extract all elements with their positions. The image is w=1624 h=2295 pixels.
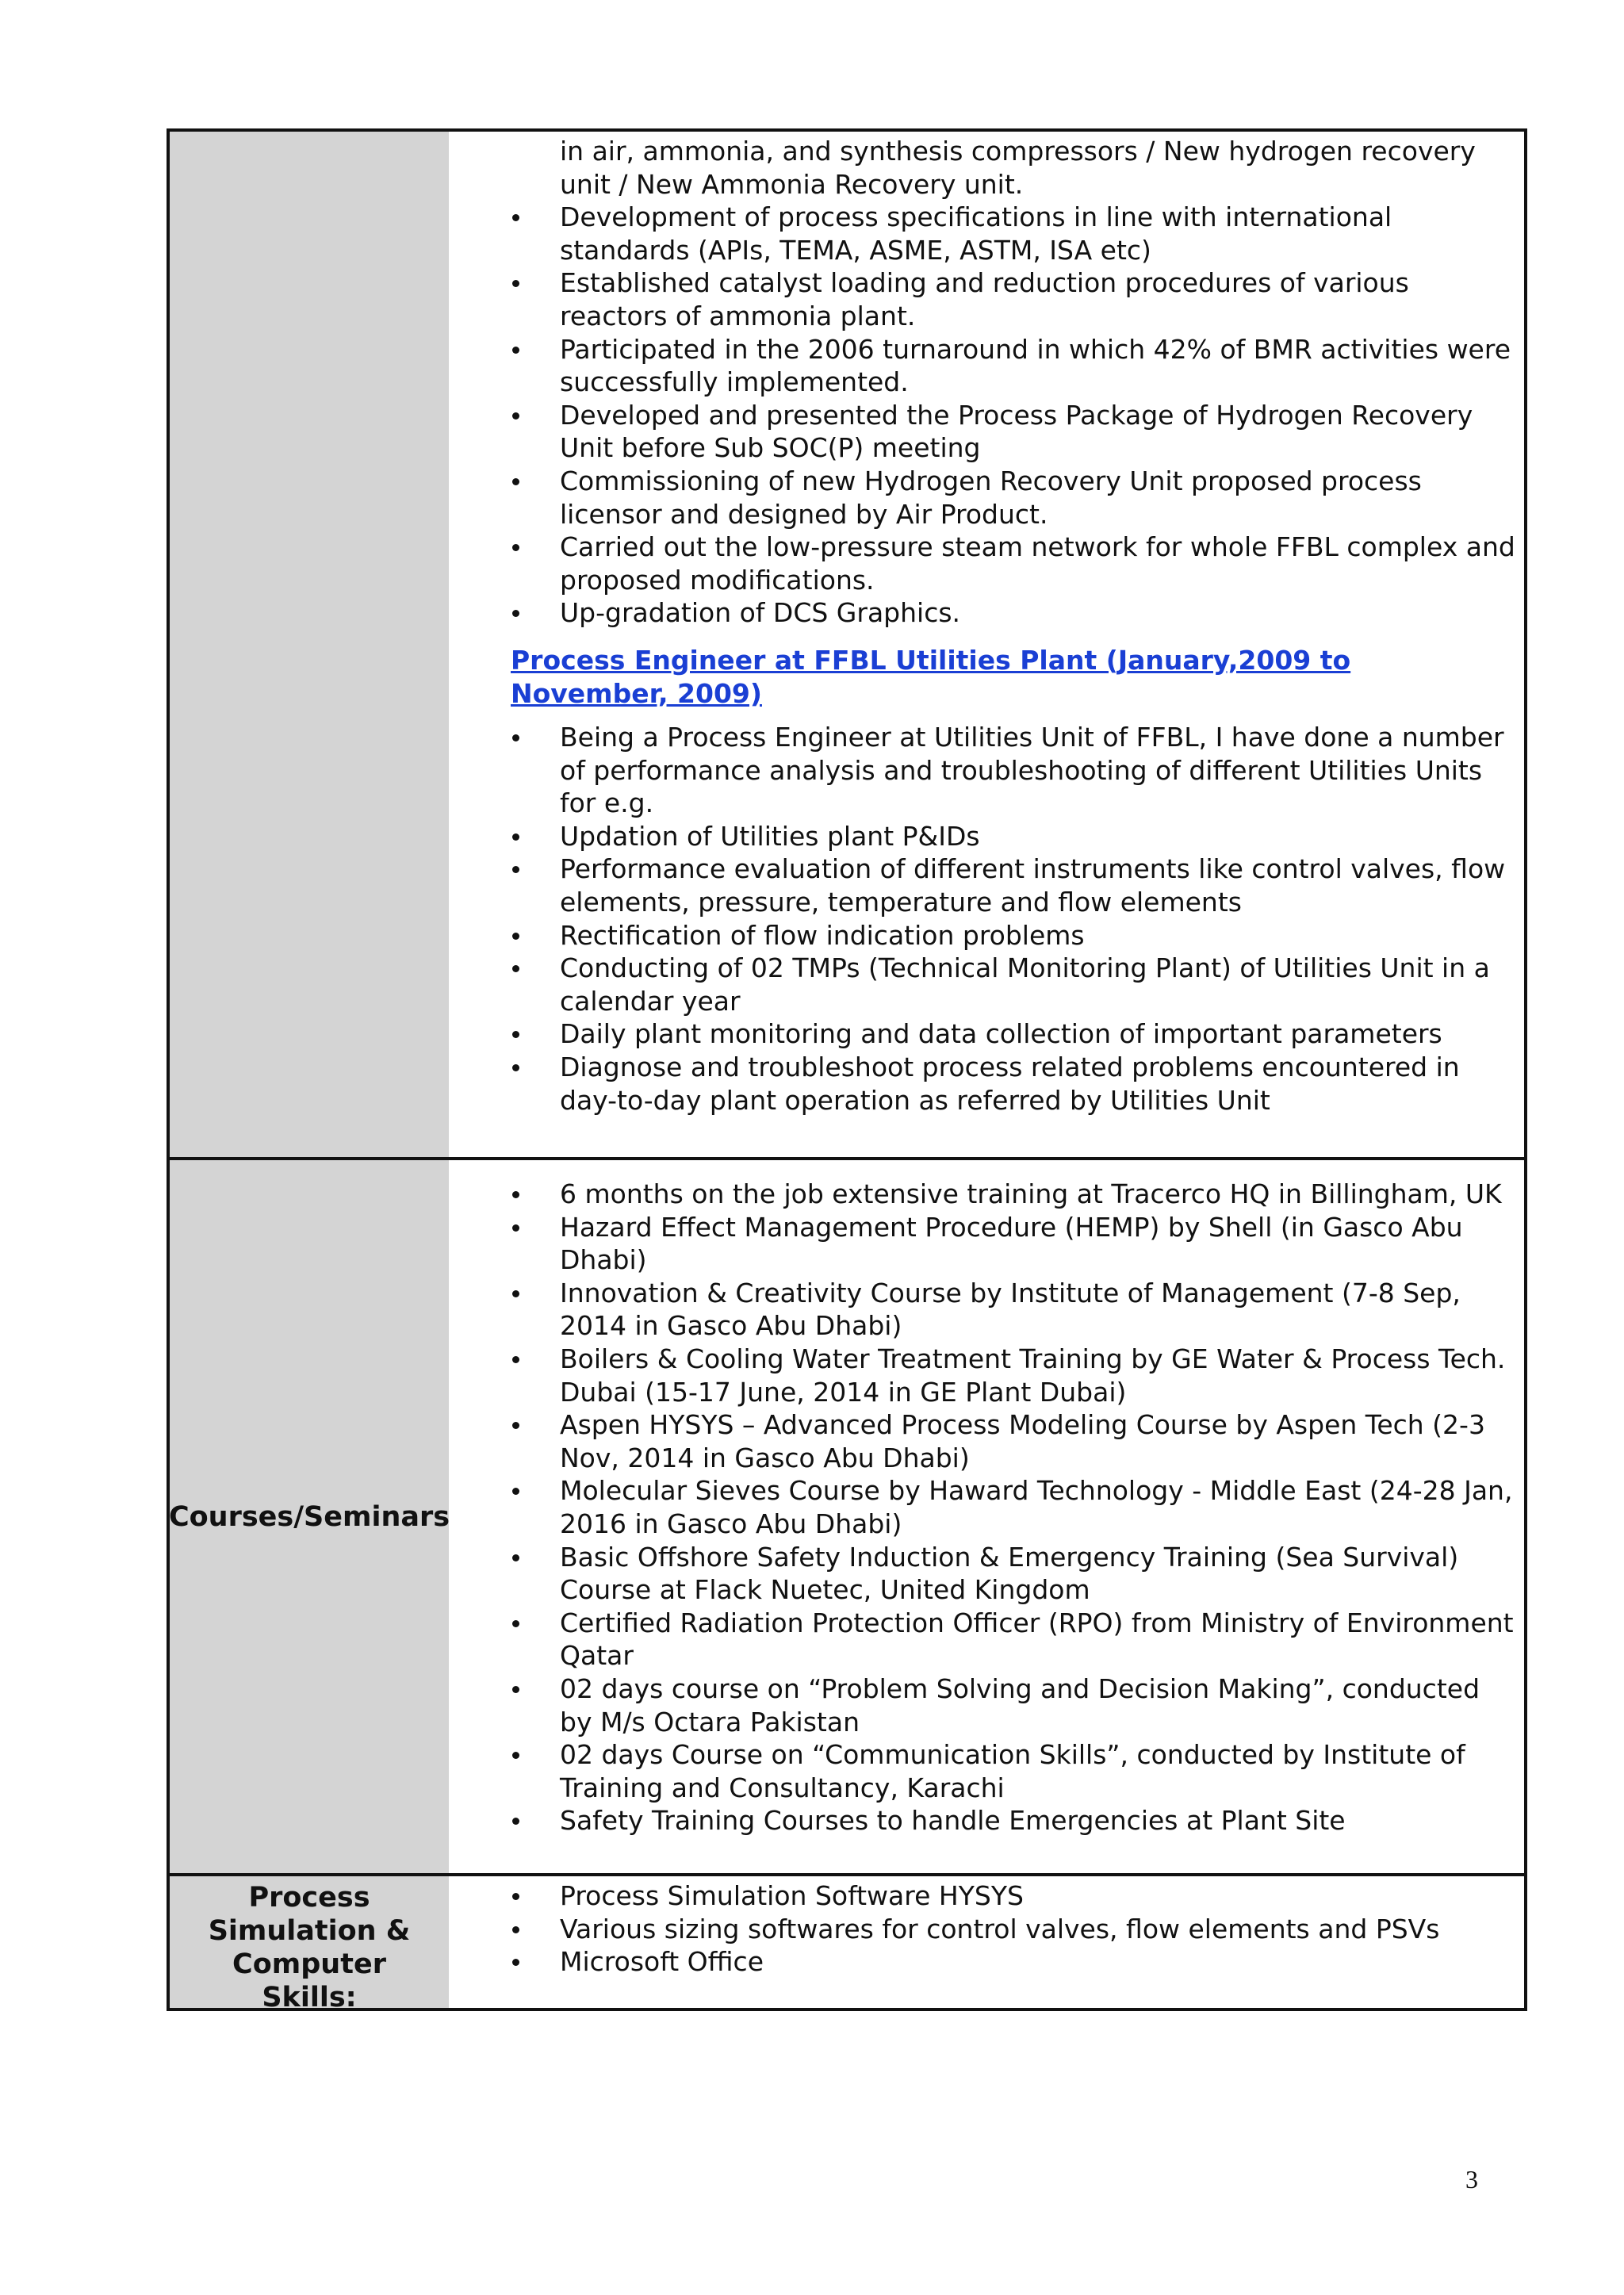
list-item: 02 days Course on “Communication Skills”, conducted by Institute of Training and Consultancy, Karachi	[511, 1738, 1518, 1804]
experience-continued-text: in air, ammonia, and synthesis compressors / New hydrogen recovery unit / New Ammonia Recovery unit.	[560, 136, 1476, 200]
list-item: Certified Radiation Protection Officer (RPO) from Ministry of Environment Qatar	[511, 1607, 1518, 1672]
list-item: Innovation & Creativity Course by Institute of Management (7-8 Sep, 2014 in Gasco Abu Dhabi)	[511, 1277, 1518, 1343]
list-item: Developed and presented the Process Package of Hydrogen Recovery Unit before Sub SOC(P) meeting	[511, 399, 1518, 465]
list-item: Daily plant monitoring and data collection of important parameters	[511, 1017, 1518, 1051]
courses-row	[170, 1157, 1524, 1873]
list-item: Updation of Utilities plant P&IDs	[511, 820, 1518, 853]
list-item: Boilers & Cooling Water Treatment Training by GE Water & Process Tech. Dubai (15-17 June, 2014 in GE Plant Dubai)	[511, 1343, 1518, 1408]
list-item: Established catalyst loading and reduction procedures of various reactors of ammonia plant.	[511, 266, 1518, 332]
list-item: Microsoft Office	[511, 1945, 1518, 1979]
list-item: Commissioning of new Hydrogen Recovery Unit proposed process licensor and designed by Air Product.	[511, 465, 1518, 531]
courses-label: Courses/Seminars	[170, 1160, 449, 1873]
list-item: Hazard Effect Management Procedure (HEMP) by Shell (in Gasco Abu Dhabi)	[511, 1211, 1518, 1277]
skills-content	[449, 1876, 1524, 2008]
utilities-plant-heading: Process Engineer at FFBL Utilities Plant (January,2009 to November, 2009)	[511, 644, 1351, 709]
list-item: Basic Offshore Safety Induction & Emergency Training (Sea Survival) Course at Flack Nuetec, United Kingdom	[511, 1541, 1518, 1607]
list-item: Process Simulation Software HYSYS	[511, 1879, 1518, 1913]
list-item: Rectification of flow indication problems	[511, 919, 1518, 952]
list-item: Conducting of 02 TMPs (Technical Monitoring Plant) of Utilities Unit in a calendar year	[511, 952, 1518, 1017]
list-item: Molecular Sieves Course by Haward Technology - Middle East (24-28 Jan, 2016 in Gasco Abu Dhabi)	[511, 1474, 1518, 1540]
list-item: Safety Training Courses to handle Emergencies at Plant Site	[511, 1804, 1518, 1837]
page-number: 3	[1465, 2165, 1478, 2193]
list-item: Participated in the 2006 turnaround in which 42% of BMR activities were successfully implemented.	[511, 333, 1518, 399]
skills-row	[170, 1873, 1524, 2013]
utilities-list	[511, 721, 1518, 1117]
list-item: Development of process specifications in line with international standards (APIs, TEMA, ASME, ASTM, ISA etc)	[511, 201, 1518, 266]
experience-row	[170, 132, 1524, 1157]
list-item: Performance evaluation of different instruments like control valves, flow elements, pressure, temperature and flow elements	[511, 852, 1518, 918]
list-item: Being a Process Engineer at Utilities Unit of FFBL, I have done a number of performance analysis and troubleshooting of different Utilities Units for e.g.	[511, 721, 1518, 820]
courses-content	[449, 1160, 1524, 1873]
experience-list	[511, 135, 1518, 630]
list-item: Carried out the low-pressure steam network for whole FFBL complex and proposed modifications.	[511, 531, 1518, 596]
skills-list	[511, 1879, 1518, 1979]
list-item: 6 months on the job extensive training at Tracerco HQ in Billingham, UK	[511, 1178, 1518, 1211]
list-item: Aspen HYSYS – Advanced Process Modeling Course by Aspen Tech (2-3 Nov, 2014 in Gasco Abu Dhabi)	[511, 1408, 1518, 1474]
experience-content	[449, 132, 1524, 1157]
list-item: 02 days course on “Problem Solving and Decision Making”, conducted by M/s Octara Pakistan	[511, 1672, 1518, 1738]
list-item: Diagnose and troubleshoot process related problems encountered in day-to-day plant operation as referred by Utilities Unit	[511, 1051, 1518, 1117]
experience-label-cell	[170, 132, 449, 1157]
list-item: Up-gradation of DCS Graphics.	[511, 596, 1518, 630]
cv-table	[167, 128, 1527, 2011]
courses-list	[511, 1178, 1518, 1837]
skills-label: Process Simulation & Computer Skills:	[170, 1876, 449, 2008]
list-item: Various sizing softwares for control valves, flow elements and PSVs	[511, 1913, 1518, 1946]
